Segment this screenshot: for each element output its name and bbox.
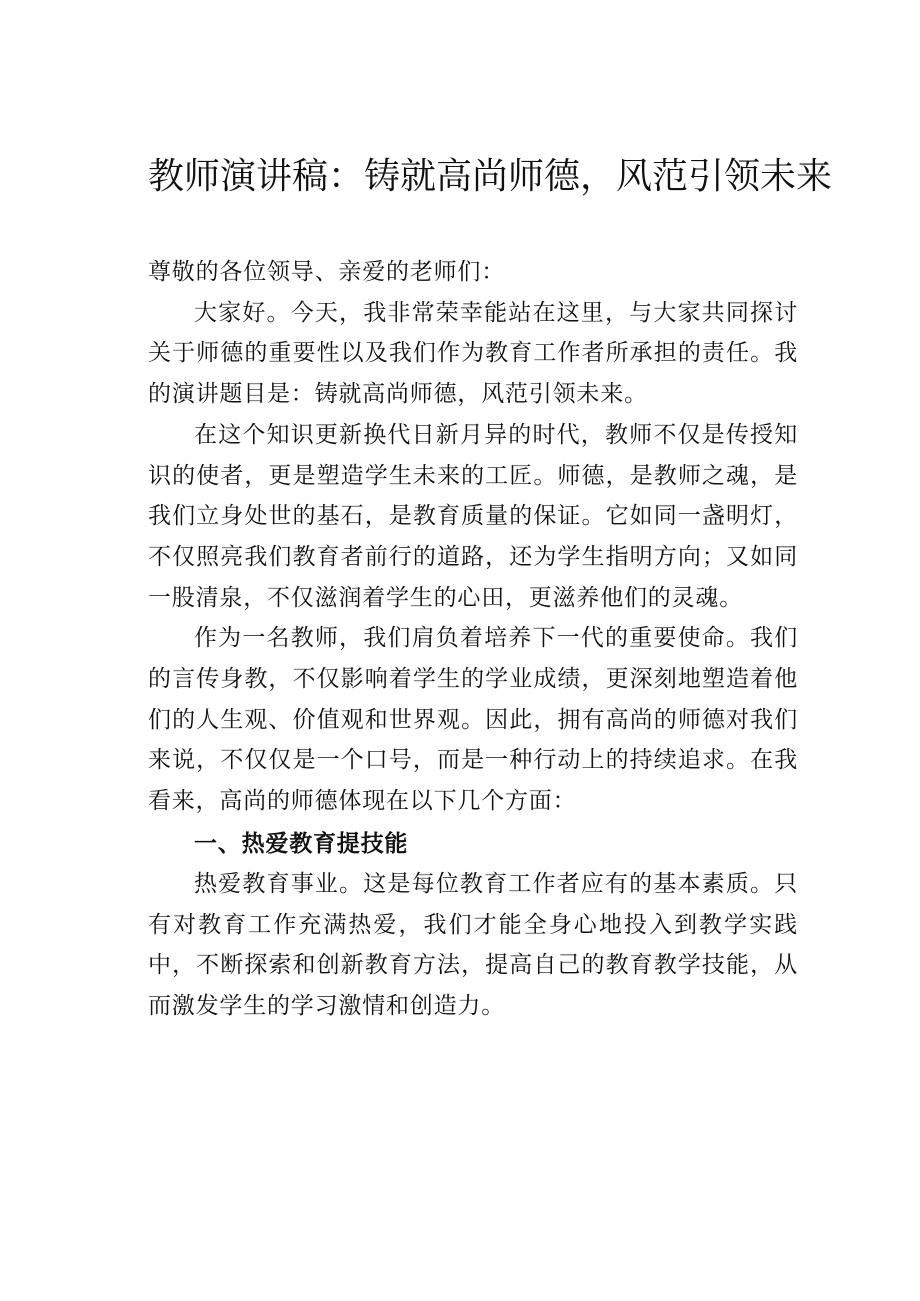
section-heading: 一、热爱教育提技能: [194, 830, 409, 857]
greeting-line: 尊敬的各位领导、亲爱的老师们：: [148, 259, 505, 285]
paragraph-teacher-ethics: 在这个知识更新换代日新月异的时代，教师不仅是传授知识的使者，更是塑造学生未来的工匠。师德，是教师之魂，是我们立身处世的基石，是教育质量的保证。它如同一盏明灯，不仅照亮我们教育者前行的道路，还为学生指明方向；又如同一股清泉，不仅滋润着学生的心田，更滋养他们的灵魂。: [148, 421, 798, 611]
paragraph-intro: 大家好。今天，我非常荣幸能站在这里，与大家共同探讨关于师德的重要性以及我们作为教育工作者所承担的责任。我的演讲题目是：铸就高尚师德，风范引领未来。: [148, 299, 798, 408]
paragraph-love-education: 热爱教育事业。这是每位教育工作者应有的基本素质。只有对教育工作充满热爱，我们才能全身心地投入到教学实践中，不断探索和创新教育方法，提高自己的教育教学技能，从而激发学生的学习激情和创造力。: [148, 870, 798, 1019]
paragraph-mission: 作为一名教师，我们肩负着培养下一代的重要使命。我们的言传身教，不仅影响着学生的学业成绩，更深刻地塑造着他们的人生观、价值观和世界观。因此，拥有高尚的师德对我们来说，不仅仅是一个口号，而是一种行动上的持续追求。在我看来，高尚的师德体现在以下几个方面：: [148, 625, 798, 815]
document-title: 教师演讲稿：铸就高尚师德，风范引领未来: [148, 156, 833, 197]
document-body: [148, 252, 798, 1027]
